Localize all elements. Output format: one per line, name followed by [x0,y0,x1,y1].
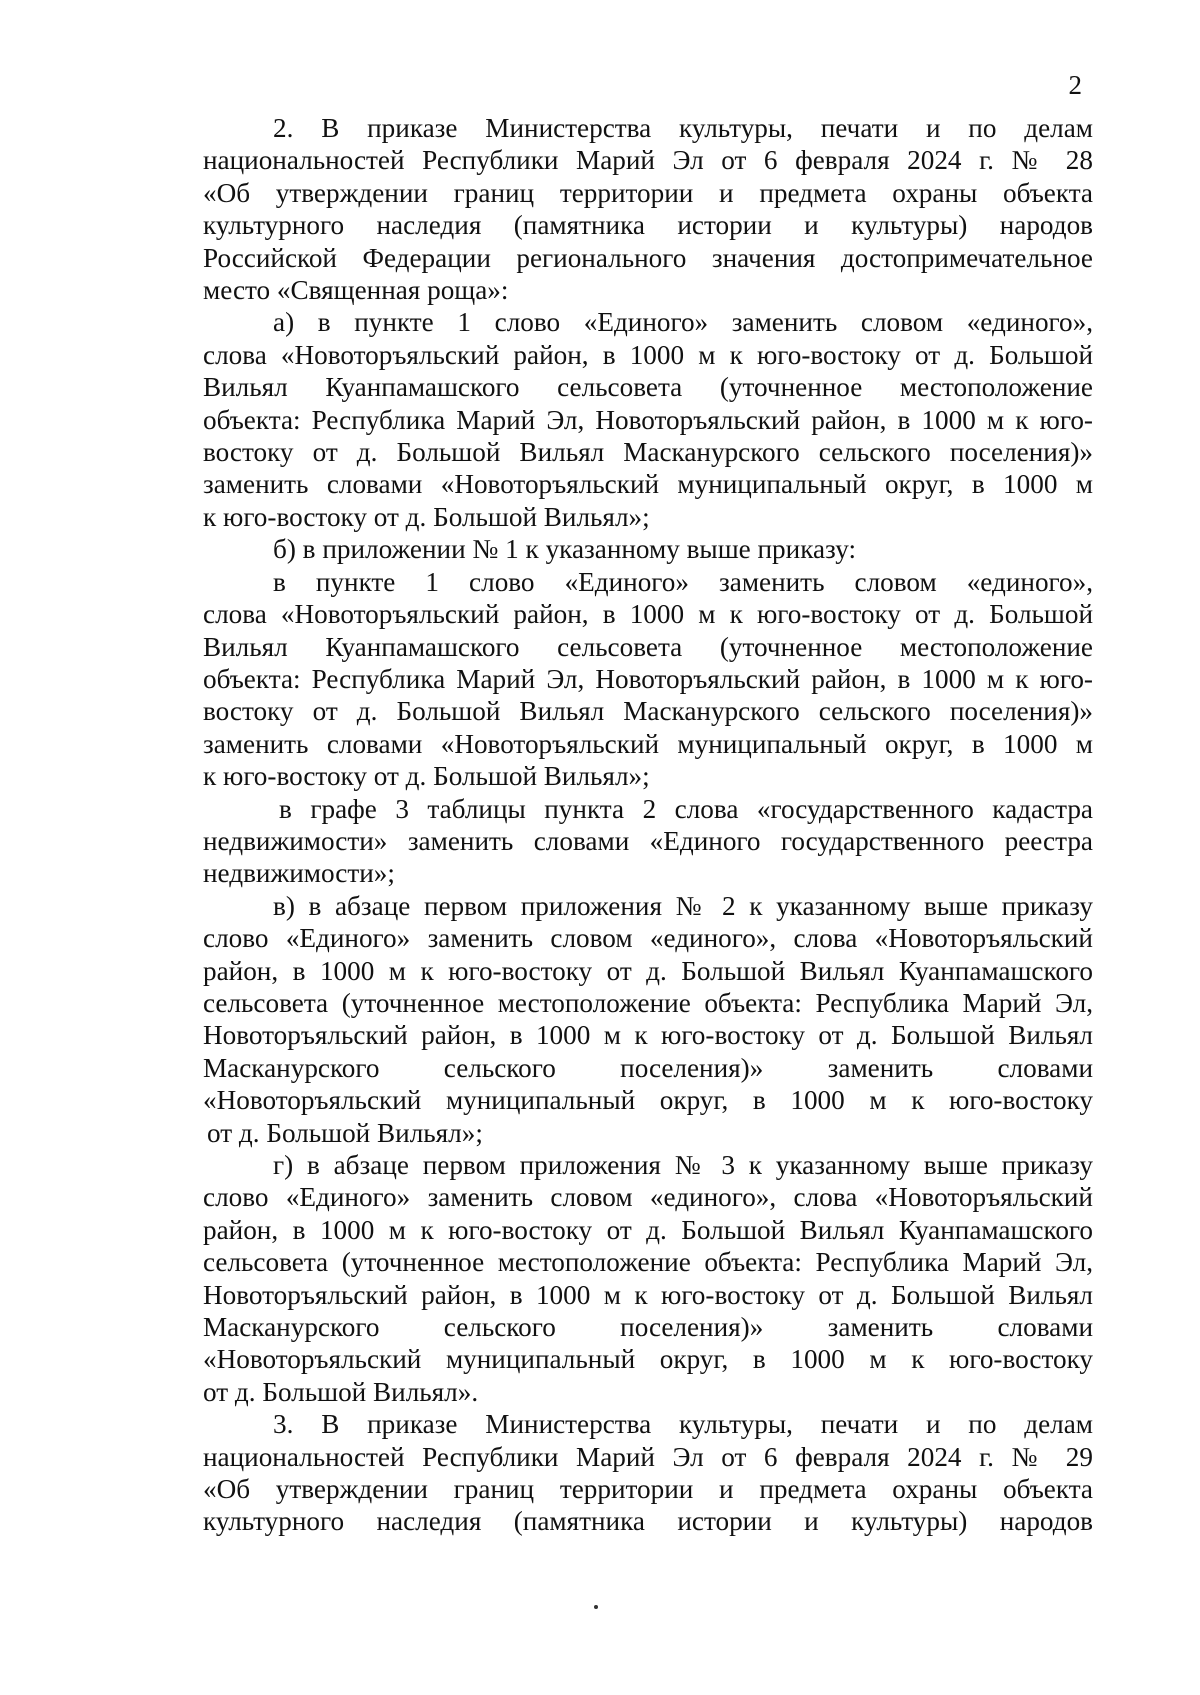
text-line: в пункте 1 слово «Единого» заменить словом «единого», [273,566,1093,597]
text-line: заменить словами «Новоторъяльский муниципальный округ, в 1000 м [203,469,1093,500]
text-line: район, в 1000 м к юго-востоку от д. Большой Вильял Куанпамашского [203,1214,1093,1245]
text-line: национальностей Республики Марий Эл от 6 февраля 2024 г. № 28 [203,145,1093,176]
text-line: слова «Новоторъяльский район, в 1000 м к юго-востоку от д. Большой [203,339,1093,370]
text-line: в) в абзаце первом приложения № 2 к указанному выше приказу [273,890,1093,921]
paragraph-p2a [203,306,1093,533]
text-line: Масканурского сельского поселения)» заменить словами [203,1312,1093,1343]
text-line: Вильял Куанпамашского сельсовета (уточненное местоположение [203,631,1093,662]
text-line: недвижимости»; [203,858,395,889]
text-line: Масканурского сельского поселения)» заменить словами [203,1052,1093,1083]
text-line: Новоторъяльский район, в 1000 м к юго-востоку от д. Большой Вильял [203,1279,1093,1310]
text-line: востоку от д. Большой Вильял Масканурского сельского поселения)» [203,437,1093,468]
text-line: культурного наследия (памятника истории и культуры) народов [203,1506,1093,1537]
text-line: слово «Единого» заменить словом «единого», слова «Новоторъяльский [203,923,1093,954]
text-line: сельсовета (уточненное местоположение объекта: Республика Марий Эл, [203,987,1093,1018]
text-line: «Новоторъяльский муниципальный округ, в 1000 м к юго-востоку [203,1344,1093,1375]
text-line: а) в пункте 1 слово «Единого» заменить словом «единого», [273,307,1093,338]
text-line: г) в абзаце первом приложения № 3 к указанному выше приказу [273,1150,1093,1180]
text-line: к юго-востоку от д. Большой Вильял»; [203,761,650,792]
text-line: от д. Большой Вильял». [203,1376,479,1407]
text-line: место «Священная роща»: [203,275,509,306]
text-line: национальностей Республики Марий Эл от 6 февраля 2024 г. № 29 [203,1441,1093,1472]
paragraph-p2g [203,1149,1093,1408]
text-line: б) в приложении № 1 к указанному выше приказу: [273,534,857,565]
text-line: к юго-востоку от д. Большой Вильял»; [203,501,650,532]
document-body [203,112,1093,1538]
text-line: объекта: Республика Марий Эл, Новоторъяльский район, в 1000 м к юго- [203,404,1093,435]
text-line: сельсовета (уточненное местоположение объекта: Республика Марий Эл, [203,1247,1093,1278]
paragraph-p2b2 [203,793,1093,890]
text-line: район, в 1000 м к юго-востоку от д. Большой Вильял Куанпамашского [203,955,1093,986]
text-line: недвижимости» заменить словами «Единого государственного реестра [203,825,1093,856]
text-line: востоку от д. Большой Вильял Масканурского сельского поселения)» [203,696,1093,727]
paragraph-p2v [203,890,1093,1149]
text-line: слово «Единого» заменить словом «единого», слова «Новоторъяльский [203,1182,1093,1213]
text-line: 3. В приказе Министерства культуры, печати и по делам [273,1409,1093,1440]
text-line: Российской Федерации регионального значения достопримечательное [203,242,1093,273]
text-line: «Новоторъяльский муниципальный округ, в 1000 м к юго-востоку [203,1085,1093,1116]
text-line: в графе 3 таблицы пункта 2 слова «государственного кадастра [279,793,1093,824]
paragraph-p2b [203,533,1093,565]
text-line: Вильял Куанпамашского сельсовета (уточненное местоположение [203,372,1093,403]
text-line: Новоторъяльский район, в 1000 м к юго-востоку от д. Большой Вильял [203,1020,1093,1051]
page-number: 2 [1068,70,1082,100]
text-line: заменить словами «Новоторъяльский муниципальный округ, в 1000 м [203,728,1093,759]
text-line: «Об утверждении границ территории и предмета охраны объекта [203,1474,1093,1505]
paragraph-p2b1 [203,566,1093,793]
paragraph-p2 [203,112,1093,306]
paragraph-p3 [203,1408,1093,1538]
text-line: от д. Большой Вильял»; [207,1117,483,1148]
text-line: слова «Новоторъяльский район, в 1000 м к юго-востоку от д. Большой [203,599,1093,630]
scan-speck [594,1605,598,1609]
text-line: культурного наследия (памятника истории и культуры) народов [203,210,1093,241]
text-line: «Об утверждении границ территории и предмета охраны объекта [203,177,1093,208]
text-line: объекта: Республика Марий Эл, Новоторъяльский район, в 1000 м к юго- [203,663,1093,694]
text-line: 2. В приказе Министерства культуры, печати и по делам [273,113,1093,143]
